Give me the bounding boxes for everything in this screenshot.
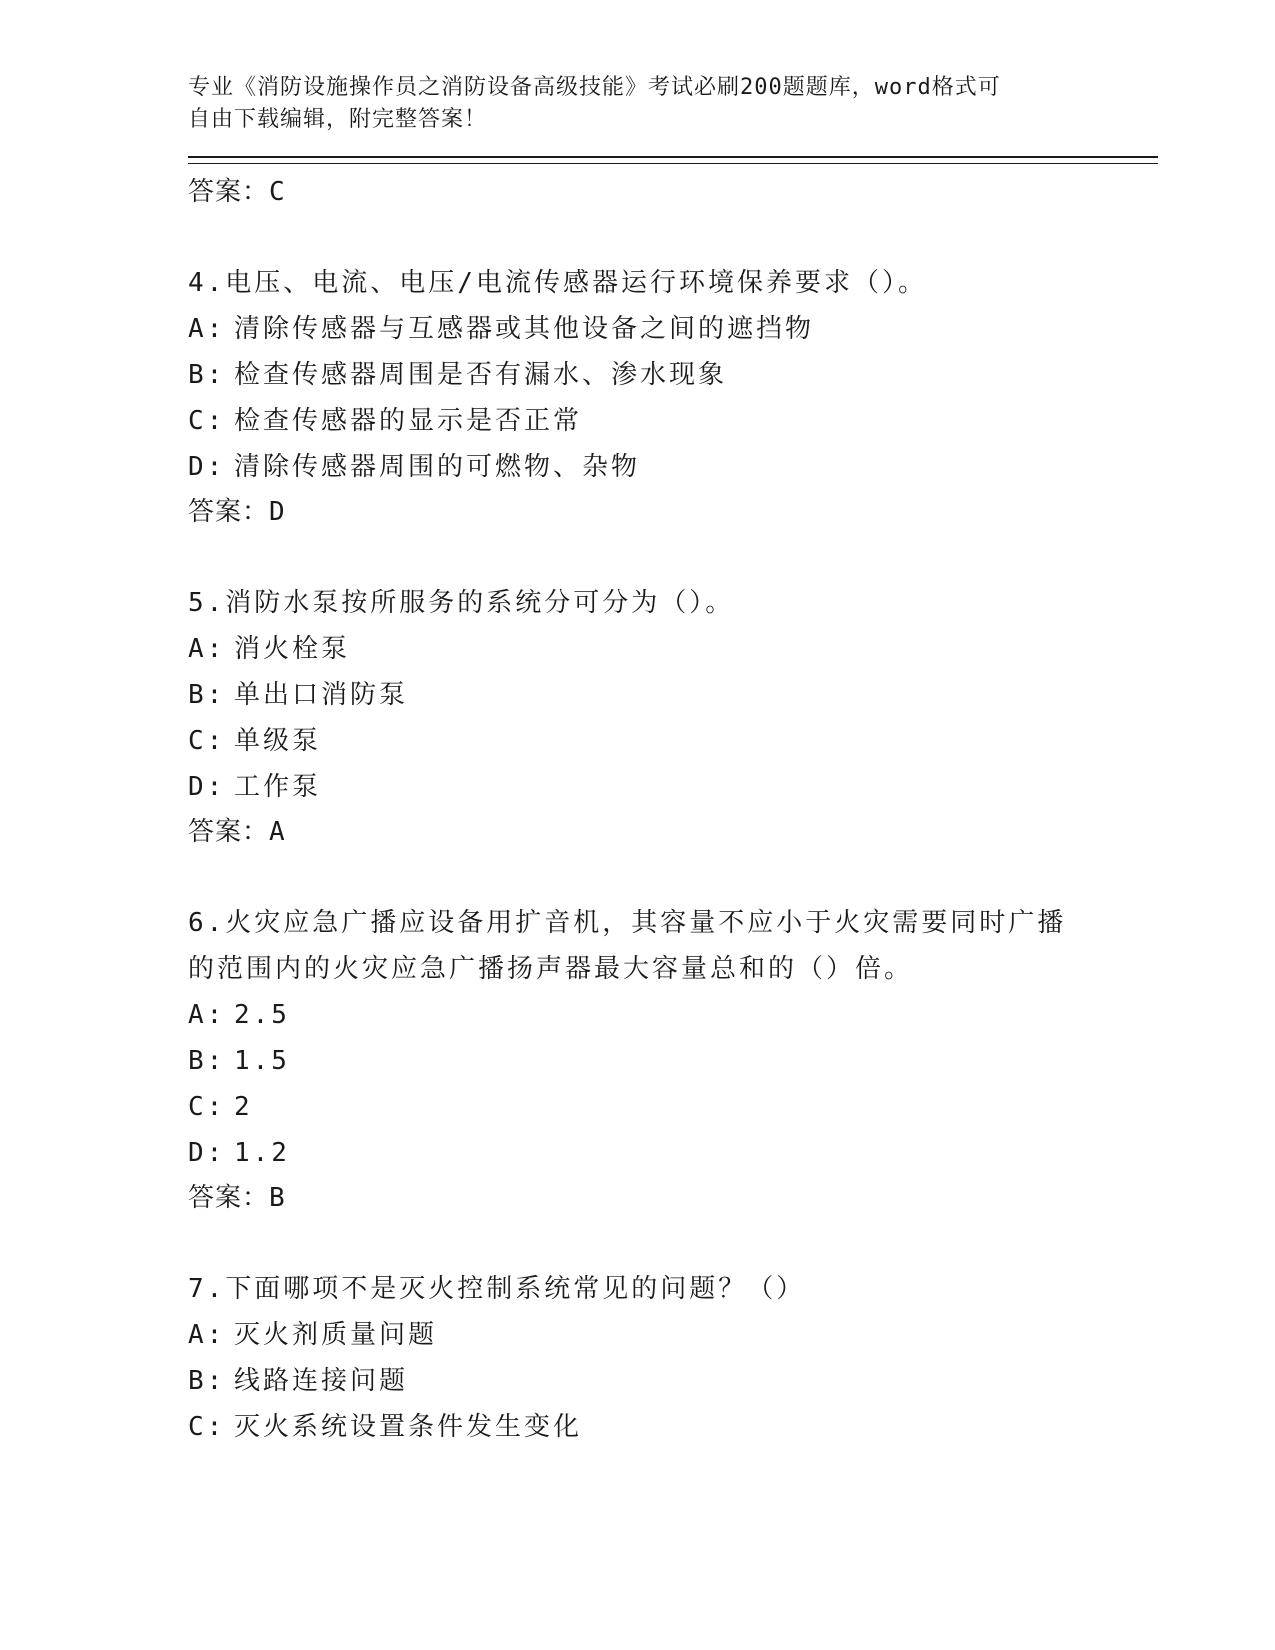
option-text: 灭火剂质量问题	[234, 1320, 438, 1350]
option-letter: C:	[188, 726, 226, 756]
option-letter: A:	[188, 1320, 226, 1350]
option-letter: C:	[188, 1412, 226, 1442]
option-a	[188, 626, 1158, 672]
question-text: 5.消防水泵按所服务的系统分可分为（）。	[188, 588, 735, 618]
question-block	[188, 580, 1158, 850]
option-letter: A:	[188, 634, 226, 664]
option-letter: B:	[188, 360, 226, 390]
option-a	[188, 992, 1158, 1038]
option-text: 清除传感器周围的可燃物、杂物	[234, 452, 641, 482]
option-text: 灭火系统设置条件发生变化	[234, 1412, 583, 1442]
document-page	[188, 72, 1158, 1450]
option-c	[188, 1084, 1158, 1130]
option-letter: D:	[188, 1138, 226, 1168]
option-letter: B:	[188, 680, 226, 710]
answer-line: 答案：D	[188, 497, 286, 527]
option-text: 消火栓泵	[234, 634, 351, 664]
option-text: 2	[234, 1092, 253, 1122]
document-header-line-2: 自由下载编辑，附完整答案！	[188, 107, 488, 132]
question-block	[188, 900, 1158, 1216]
question-text: 4.电压、电流、电压/电流传感器运行环境保养要求（）。	[188, 268, 927, 298]
option-letter: C:	[188, 1092, 226, 1122]
document-header-line-1: 专业《消防设施操作员之消防设备高级技能》考试必刷200题题库，word格式可	[188, 75, 1001, 100]
option-b	[188, 1038, 1158, 1084]
option-d	[188, 444, 1158, 490]
spacer	[188, 1216, 1158, 1266]
option-b	[188, 672, 1158, 718]
question-text: 7.下面哪项不是灭火控制系统常见的问题？（）	[188, 1274, 806, 1304]
header-divider	[188, 156, 1158, 164]
option-letter: A:	[188, 1000, 226, 1030]
option-text: 线路连接问题	[234, 1366, 409, 1396]
option-letter: D:	[188, 772, 226, 802]
spacer	[188, 850, 1158, 900]
option-c	[188, 398, 1158, 444]
option-letter: C:	[188, 406, 226, 436]
option-text: 检查传感器的显示是否正常	[234, 406, 583, 436]
option-text: 清除传感器与互感器或其他设备之间的遮挡物	[234, 314, 815, 344]
option-a	[188, 306, 1158, 352]
option-b	[188, 1358, 1158, 1404]
option-text: 工作泵	[234, 772, 322, 802]
option-d	[188, 764, 1158, 810]
option-text: 单级泵	[234, 726, 322, 756]
option-text: 检查传感器周围是否有漏水、渗水现象	[234, 360, 728, 390]
question-text-continued: 的范围内的火灾应急广播扬声器最大容量总和的（）倍。	[188, 954, 914, 984]
option-letter: B:	[188, 1366, 226, 1396]
answer-line: 答案：A	[188, 817, 286, 847]
option-text: 单出口消防泵	[234, 680, 409, 710]
question-block	[188, 260, 1158, 530]
answer-line: 答案：C	[188, 177, 286, 207]
option-text: 2.5	[234, 1000, 290, 1030]
option-d	[188, 1130, 1158, 1176]
option-letter: D:	[188, 452, 226, 482]
option-text: 1.2	[234, 1138, 290, 1168]
spacer	[188, 210, 1158, 260]
answer-line: 答案：B	[188, 1183, 286, 1213]
spacer	[188, 530, 1158, 580]
option-text: 1.5	[234, 1046, 290, 1076]
option-c	[188, 1404, 1158, 1450]
option-c	[188, 718, 1158, 764]
option-a	[188, 1312, 1158, 1358]
question-block	[188, 1266, 1158, 1450]
question-text: 6.火灾应急广播应设备用扩音机，其容量不应小于火灾需要同时广播	[188, 908, 1067, 938]
option-b	[188, 352, 1158, 398]
option-letter: B:	[188, 1046, 226, 1076]
option-letter: A:	[188, 314, 226, 344]
